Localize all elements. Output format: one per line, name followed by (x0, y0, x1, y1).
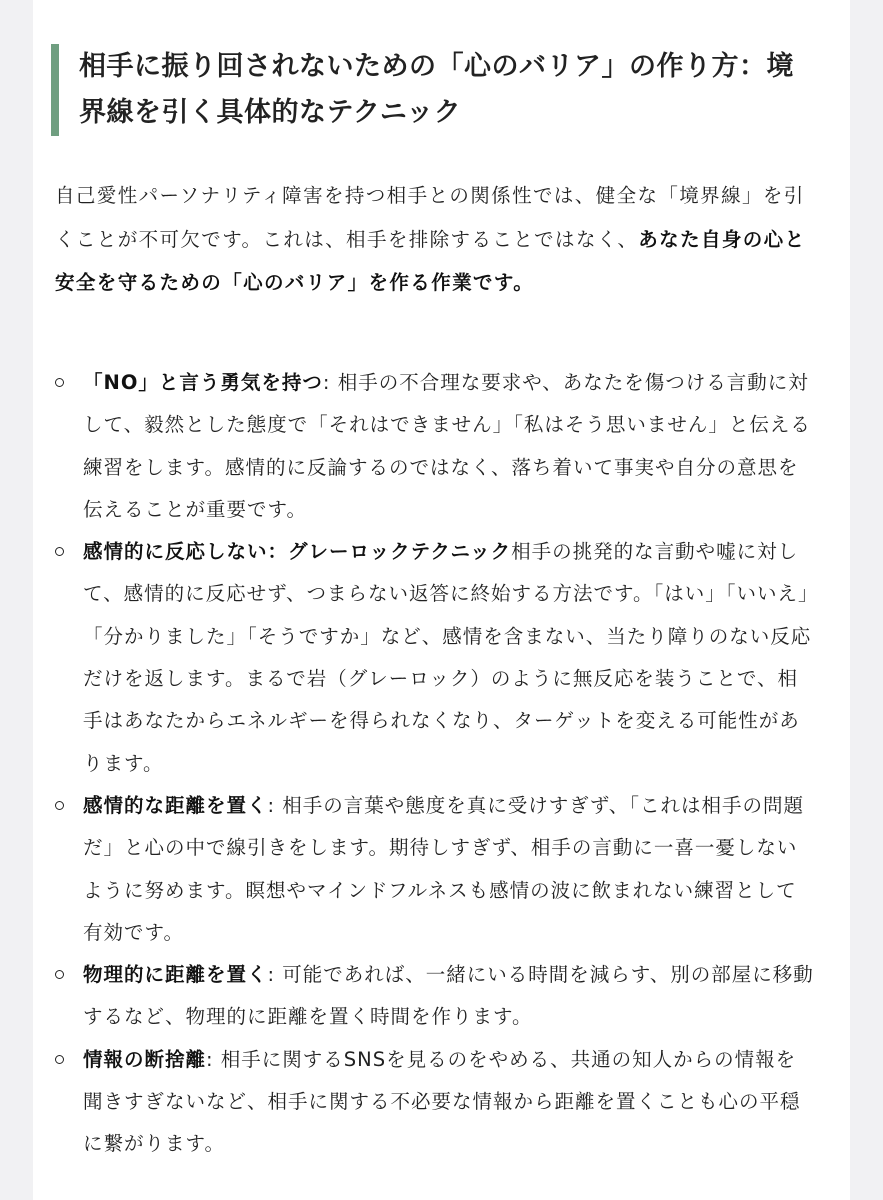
item-text: 相手の言葉や態度を真に受けすぎず、「これは相手の問題だ」と心の中で線引きをします。期待しすぎず、相手の言動に一喜一憂しないように努めます。瞑想やマインドフルネスも感情の波に飲まれない練習として有効です。 (83, 793, 804, 944)
item-title: 感情的に反応しない：グレーロックテクニック (83, 540, 512, 564)
bullet-circle-icon (55, 801, 64, 810)
item-separator: : (267, 963, 283, 987)
bullet-circle-icon (55, 970, 64, 979)
item-title: 感情的な距離を置く (83, 793, 268, 817)
item-separator: : (322, 371, 338, 394)
item-text: 相手の挑発的な言動や嘘に対して、感情的に反応せず、つまらない返答に終始する方法です。「はい」「いいえ」「分かりました」「そうですか」など、感情を含まない、当たり障りのない反応だけを返します。まるで岩（グレーロック）のように無反応を装うことで、相手はあなたからエネルギーを得られなくなり、ターゲットを変える可能性があります。 (83, 540, 812, 775)
intro-bold-text: あなた自身の心と安全を守るための「心のバリア」を作る作業です。 (55, 227, 806, 294)
list-item (55, 954, 815, 1039)
bullet-circle-icon (55, 547, 64, 556)
item-text: 可能であれば、一緒にいる時間を減らす、別の部屋に移動するなど、物理的に距離を置く時間を作ります。 (83, 963, 814, 1029)
list-item (55, 531, 815, 785)
item-title: 「NO」と言う勇気を持つ (83, 371, 323, 394)
item-title: 物理的に距離を置く (83, 963, 268, 987)
list-item (55, 1039, 815, 1166)
article-page (33, 0, 850, 1200)
item-separator: : (267, 793, 283, 817)
list-item (55, 785, 815, 954)
section-title: 相手に振り回されないための「心のバリア」の作り方：境界線を引く具体的なテクニック (79, 51, 794, 128)
bullet-circle-icon (55, 378, 64, 387)
technique-list (55, 362, 815, 1166)
intro-text: 自己愛性パーソナリティ障害を持つ相手との関係性では、健全な「境界線」を引くことが不可欠です。これは、相手を排除することではなく、 (55, 184, 805, 251)
bullet-circle-icon (55, 1055, 64, 1064)
item-separator: : (206, 1047, 221, 1071)
item-title: 情報の断捨離 (83, 1047, 207, 1071)
section-heading (51, 44, 811, 136)
item-text: 相手の不合理な要求や、あなたを傷つける言動に対して、毅然とした態度で「それはできません」「私はそう思いません」と伝える練習をします。感情的に反論するのではなく、落ち着いて事実や自分の意思を伝えることが重要です。 (83, 371, 811, 521)
intro-paragraph (55, 174, 810, 305)
list-item (55, 362, 815, 531)
item-text: 相手に関するSNSを見るのをやめる、共通の知人からの情報を聞きすぎないなど、相手に関する不必要な情報から距離を置くことも心の平穏に繋がります。 (83, 1047, 801, 1156)
